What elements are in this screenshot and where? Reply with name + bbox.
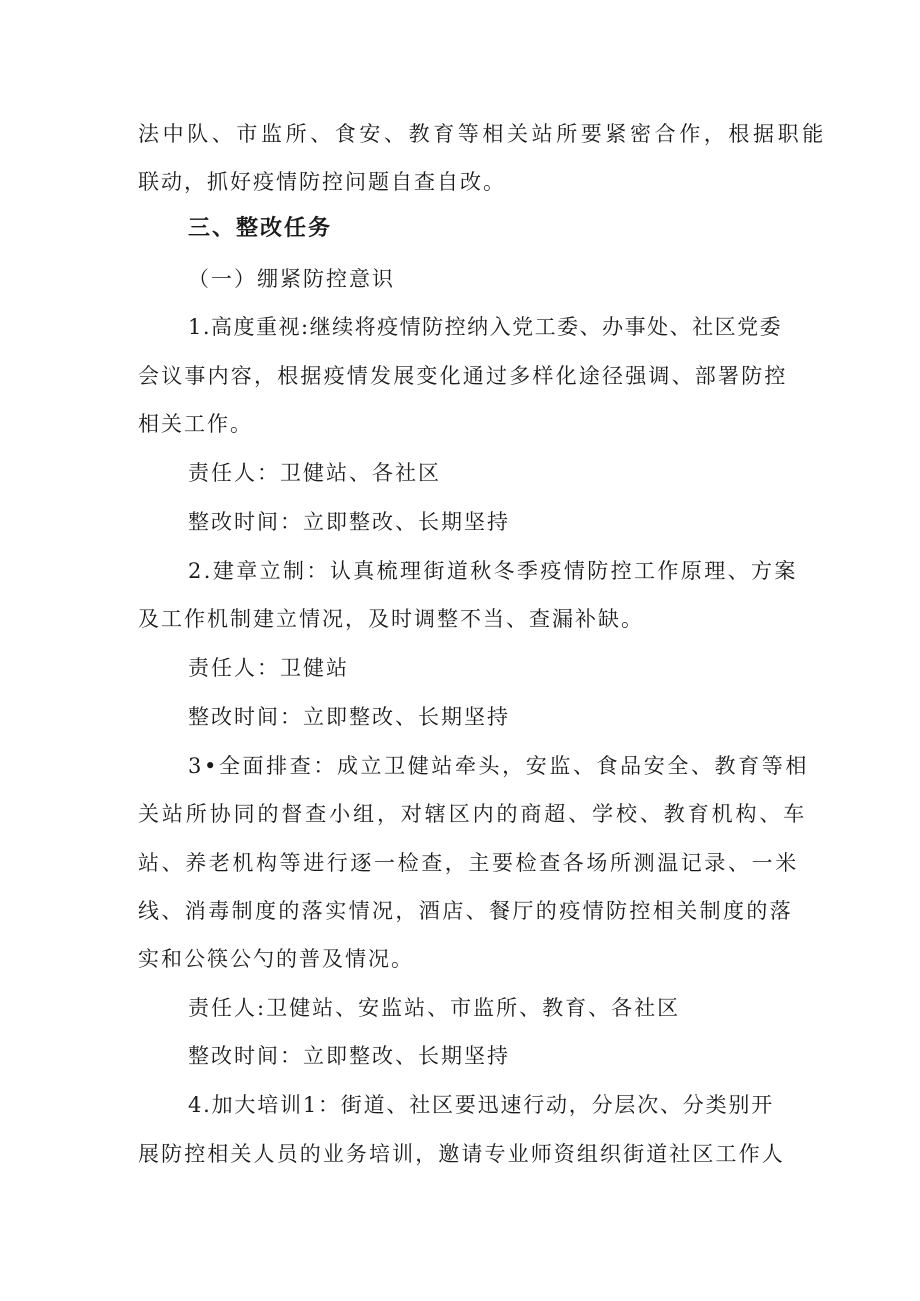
paragraph-line: 法中队、市监所、食安、教育等相关站所要紧密合作，根据职能 [138, 122, 827, 146]
paragraph-line: 及工作机制建立情况，及时调整不当、查漏补缺。 [138, 607, 644, 631]
paragraph-line: 2.建章立制：认真梳理街道秋冬季疫情防控工作原理、方案 [188, 559, 798, 583]
section-heading: 三、整改任务 [188, 216, 333, 241]
subsection-heading: （一）绷紧防控意识 [188, 267, 395, 291]
paragraph-line: 3•全面排查：成立卫健站牵头，安监、食品安全、教育等相 [188, 754, 809, 778]
paragraph-line: 联动，抓好疫情防控问题自查自改。 [138, 170, 506, 194]
deadline-line: 整改时间：立即整改、长期坚持 [188, 705, 510, 729]
paragraph-line: 1.高度重视:继续将疫情防控纳入党工委、办事处、社区党委 [188, 315, 783, 339]
paragraph-line: 展防控相关人员的业务培训，邀请专业师资组织街道社区工作人 [138, 1142, 785, 1166]
paragraph-line: 线、消毒制度的落实情况，酒店、餐厅的疫情防控相关制度的落 [138, 899, 794, 923]
paragraph-line: 4.加大培训1：街道、社区要迅速行动，分层次、分类别开 [188, 1093, 774, 1117]
paragraph-line: 关站所协同的督查小组，对辖区内的商超、学校、教育机构、车 [138, 802, 808, 826]
paragraph-line: 会议事内容，根据疫情发展变化通过多样化途径强调、部署防控 [138, 364, 788, 388]
paragraph-line: 站、养老机构等进行逐一检查，主要检查各场所测温记录、一米 [138, 851, 799, 875]
responsible-line: 责任人：卫健站 [188, 656, 349, 680]
responsible-line: 责任人：卫健站、各社区 [188, 461, 441, 485]
paragraph-line: 相关工作。 [138, 412, 253, 436]
deadline-line: 整改时间：立即整改、长期坚持 [188, 510, 510, 534]
responsible-line: 责任人:卫健站、安监站、市监所、教育、各社区 [188, 996, 681, 1020]
paragraph-line: 实和公筷公勺的普及情况。 [138, 947, 414, 971]
deadline-line: 整改时间：立即整改、长期坚持 [188, 1044, 510, 1068]
